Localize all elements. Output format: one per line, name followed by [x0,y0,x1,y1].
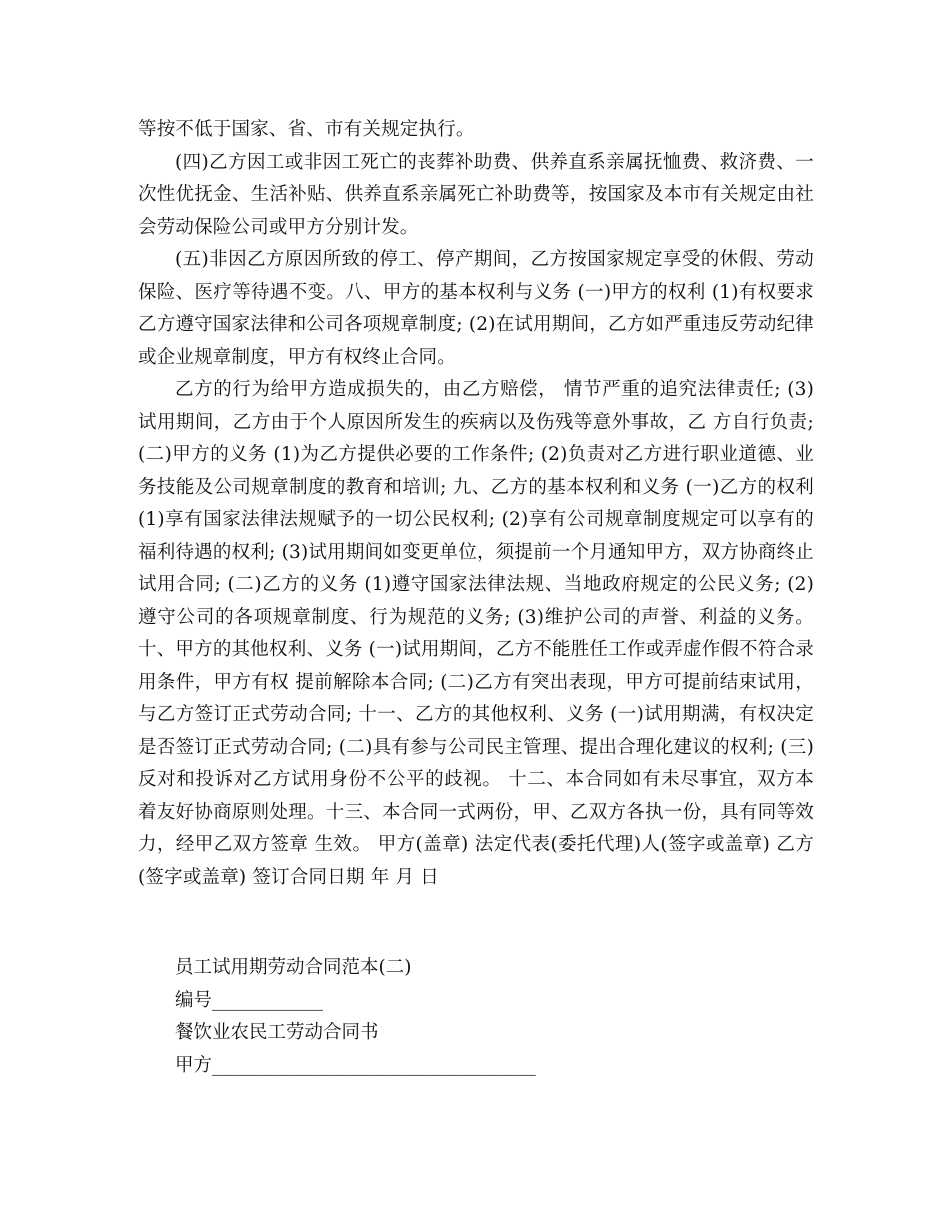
contract-title-line: 员工试用期劳动合同范本(二) [175,957,412,978]
document-body [138,114,814,894]
paragraph-obligations-and-signatures: 乙方的行为给甲方造成损失的，由乙方赔偿， 情节严重的追究法律责任; (3)试用期间，乙方由于个人原因所发生的疾病以及伤残等意外事故，乙 方自行负责; (二)甲方的义务 (1)为乙方提供必要的工作条件; (2)负责对乙方进行职业道德、业务技能及公司规章制度的教育和培训; 九、乙方的基本权利和义务 (一)乙方的权利 (1)享有国家法律法规赋予的一切公民权利; (2)享有公司规章制度规定可以享有的福利待遇的权利; (3)试用期间如变更单位，须提前一个月通知甲方，双方协商终止试用合同; (二)乙方的义务 (1)遵守国家法律法规、当地政府规定的公民义务; (2)遵守公司的各项规章制度、行为规范的义务; (3)维护公司的声誉、利益的义务。 十、甲方的其他权利、义务 (一)试用期间，乙方不能胜任工作或弄虚作假不符合录用条件，甲方有权 提前解除本合同; (二)乙方有突出表现，甲方可提前结束试用，与乙方签订正式劳动合同; 十一、乙方的其他权利、义务 (一)试用期满，有权决定是否签订正式劳动合同; (二)具有参与公司民主管理、提出合理化建议的权利; (三)反对和投诉对乙方试用身份不公平的歧视。 十二、本合同如有未尽事宜，双方本着友好协商原则处理。十三、本合同一式两份，甲、乙双方各执一份，具有同等效力，经甲乙双方签章 生效。 甲方(盖章) 法定代表(委托代理)人(签字或盖章) 乙方(签字或盖章) 签订合同日期 年 月 日 [138,379,814,888]
paragraph-funeral-subsidy: (四)乙方因工或非因工死亡的丧葬补助费、供养直系亲属抚恤费、救济费、一次性优抚金、生活补贴、供养直系亲属死亡补助费等，按国家及本市有关规定由社会劳动保险公司或甲方分别计发。 [138,151,814,238]
paragraph-continuation: 等按不低于国家、省、市有关规定执行。 [138,119,475,140]
party-a-line: 甲方___________________________________ [175,1054,536,1076]
contract-number-line: 编号____________ [175,989,324,1011]
paragraph-rights-of-party-a: (五)非因乙方原因所致的停工、停产期间，乙方按国家规定享受的休假、劳动保险、医疗等待遇不变。八、甲方的基本权利与义务 (一)甲方的权利 (1)有权要求乙方遵守国家法律和公司各项规章制度; (2)在试用期间，乙方如严重违反劳动纪律或企业规章制度，甲方有权终止合同。 [138,249,814,368]
next-contract-header [175,952,815,1082]
contract-name-line: 餐饮业农民工劳动合同书 [175,1022,379,1043]
